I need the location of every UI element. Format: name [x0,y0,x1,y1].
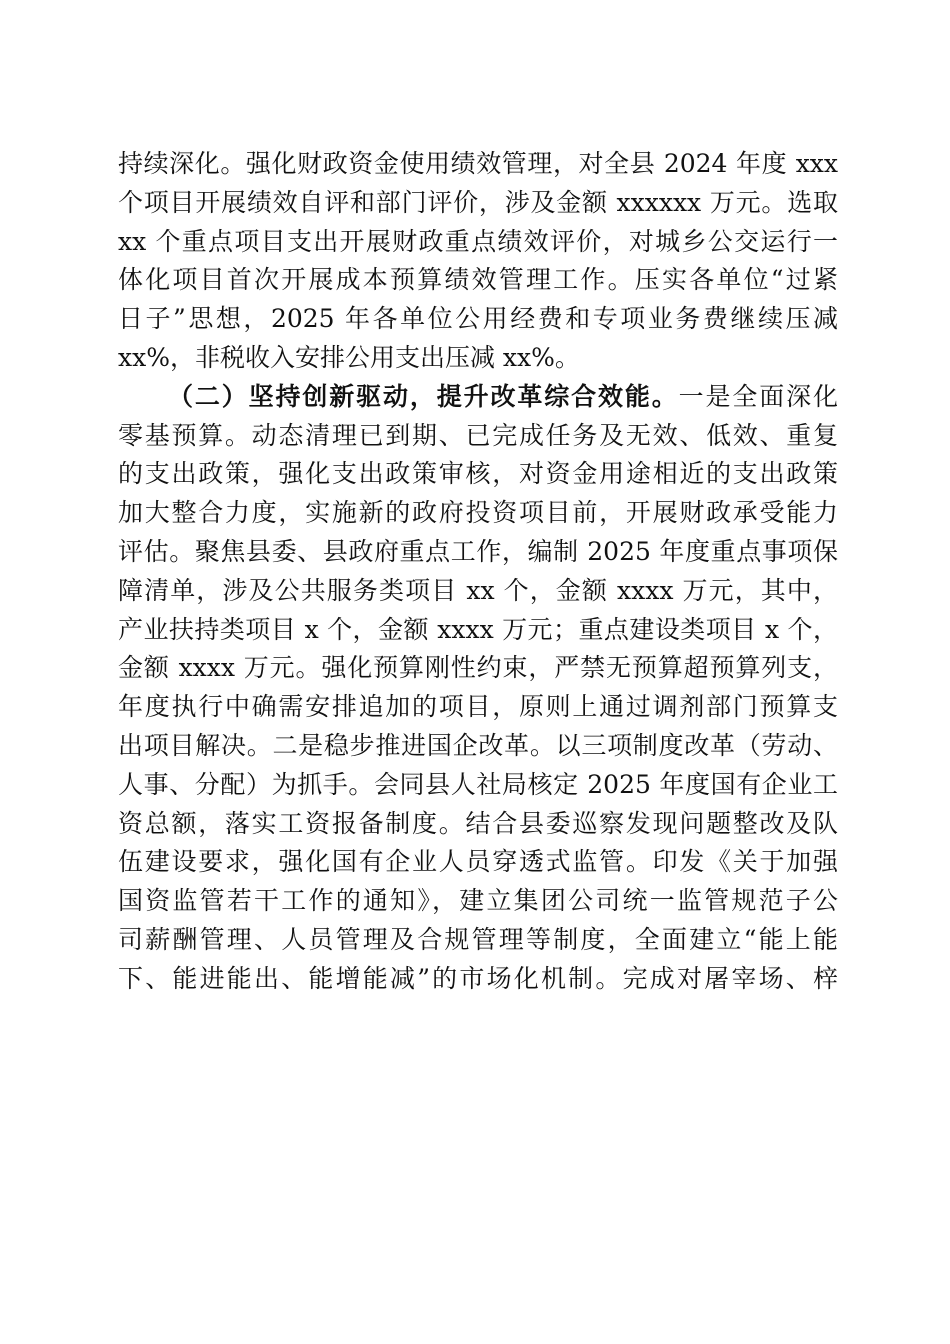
section-heading: （二）坚持创新驱动，提升改革综合效能。 [168,381,679,411]
text-line: xx 个重点项目支出开展财政重点绩效评价，对城乡公交运行一 [118,226,838,256]
text-line: 零基预算。动态清理已到期、已完成任务及无效、低效、重复 [118,420,838,450]
text-line: 国资监管若干工作的通知》，建立集团公司统一监管规范子公 [118,886,838,916]
text-line: 资总额，落实工资报备制度。结合县委巡察发现问题整改及队 [118,808,838,838]
text-line: 人事、分配）为抓手。会同县人社局核定 2025 年度国有企业工 [118,769,838,799]
text-line: 持续深化。强化财政资金使用绩效管理，对全县 2024 年度 xxx [118,149,838,178]
text-line: 年度执行中确需安排追加的项目，原则上通过调剂部门预算支 [118,692,838,722]
text-line: 司薪酬管理、人员管理及合规管理等制度，全面建立“能上能 [118,924,838,954]
text-line: 障清单，涉及公共服务类项目 xx 个，金额 xxxx 万元，其中， [118,575,838,605]
heading-continuation: 一是全面深化 [678,381,838,411]
text-line: 评估。聚焦县委、县政府重点工作，编制 2025 年度重点事项保 [118,536,838,566]
text-line: 出项目解决。二是稳步推进国企改革。以三项制度改革（劳动、 [118,730,838,760]
text-line: 金额 xxxx 万元。强化预算刚性约束，严禁无预算超预算列支， [118,653,838,683]
paragraph-first-line [118,378,838,417]
text-line: 加大整合力度，实施新的政府投资项目前，开展财政承受能力 [118,498,838,528]
text-line: xx%，非税收入安排公用支出压减 xx%。 [118,342,580,372]
body-text [118,145,838,999]
text-line: 日子”思想，2025 年各单位公用经费和专项业务费继续压减 [118,304,838,334]
text-line: 的支出政策，强化支出政策审核，对资金用途相近的支出政策 [118,459,838,489]
text-line: 体化项目首次开展成本预算绩效管理工作。压实各单位“过紧 [118,265,838,295]
text-line: 产业扶持类项目 x 个，金额 xxxx 万元；重点建设类项目 x 个， [118,614,838,644]
text-line: 个项目开展绩效自评和部门评价，涉及金额 xxxxxx 万元。选取 [118,187,838,217]
text-line: 下、能进能出、能增能减”的市场化机制。完成对屠宰场、梓 [118,963,838,993]
text-line: 伍建设要求，强化国有企业人员穿透式监管。印发《关于加强 [118,847,838,877]
